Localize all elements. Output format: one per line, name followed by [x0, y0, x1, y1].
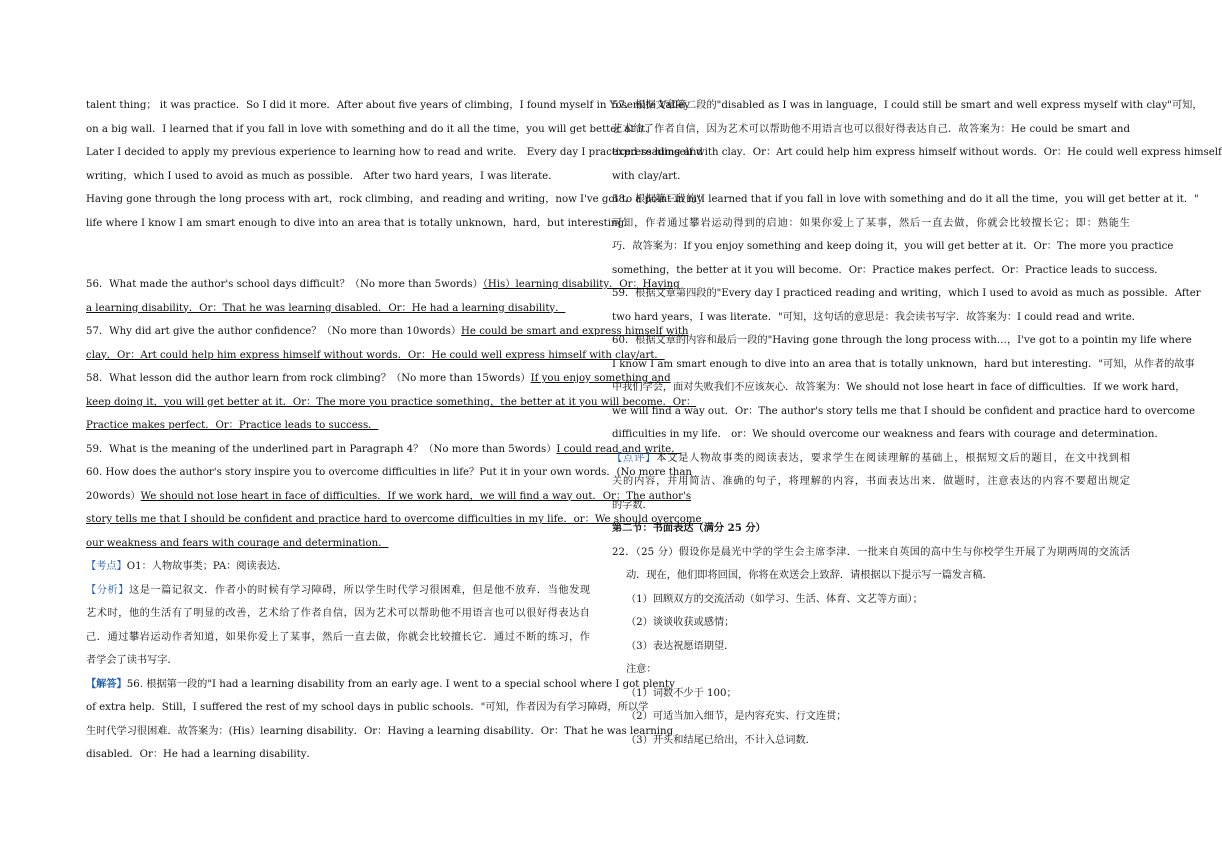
- kaodian-text: O1：人物故事类；PA：阅读表达．: [126, 561, 288, 572]
- jieda-line: 59．根据文章第四段的"Every day I practiced reading and writing，which I used to avoid as much as possible．After: [612, 288, 1201, 299]
- jieda-line: with clay/art．: [612, 170, 688, 182]
- question-text: 59．What is the meaning of the underlined part in Paragraph 4？（No more than 5words）: [86, 443, 557, 455]
- dianping-line: 关的内容，并用简洁、准确的句子，将理解的内容，书面表达出来．做题时，注意表达的内容不要超出规定: [612, 476, 1130, 487]
- note-item: （1）词数不少于 100；: [626, 687, 737, 699]
- answer-text: our weakness and fears with courage and determination．: [86, 537, 389, 549]
- answer-text: a learning disability．Or：That he was learning disabled．Or：He had a learning disability．: [86, 302, 566, 314]
- jieda-line: 生时代学习很困难．故答案为：(His）learning disability．Or：Having a learning disability．Or：That he was learning: [86, 725, 674, 737]
- jieda-continued: [612, 94, 1222, 447]
- fenxi-line: 己．通过攀岩运动作者知道，如果你爱上了某事，然后一直去做，你就会比较擅长它．通过不断的练习，作: [86, 631, 590, 643]
- question-58: [86, 367, 697, 438]
- passage-line: Later I decided to apply my previous experience to learning how to read and write． Every day I practiced reading and: [86, 147, 703, 158]
- requirement-item: （3）表达祝愿语期望．: [626, 640, 735, 652]
- fenxi-line: 者学会了读书写字．: [86, 655, 178, 666]
- question-22-line: 动．现在，他们即将回国，你将在欢送会上致辞．请根据以下提示写一篇发言稿．: [626, 570, 993, 581]
- note-item: （3）开头和结尾已给出，不计入总词数．: [626, 734, 816, 746]
- question-22: [612, 541, 1130, 753]
- jieda-line: 艺术给了作者自信，因为艺术可以帮助他不用语言也可以很好得表达自己．故答案为：He could be smart and: [612, 123, 1130, 135]
- question-text: 20words）: [86, 490, 141, 502]
- dianping-line: 本文是人物故事类的阅读表达，要求学生在阅读理解的基础上，根据短文后的题目，在文中找到相: [656, 452, 1131, 464]
- dianping-block: [612, 447, 1130, 518]
- fenxi-line: 艺术时，他的生活有了明显的改善，艺术给了作者自信，因为艺术可以帮助他不用语言也可以很好得表达自: [86, 608, 590, 619]
- dianping-tag: 【点评】: [612, 452, 657, 464]
- jieda-line: I know I am smart enough to dive into an area that is totally unknown，hard but interesting．"可知，从作者的故事: [612, 358, 1195, 370]
- question-56: [86, 273, 680, 320]
- answer-text: I could read and write．: [556, 443, 682, 455]
- fenxi-block: [86, 579, 590, 673]
- jieda-line: we will find a way out．Or：The author's story tells me that I should be confident and practice hard to overcome: [612, 405, 1196, 417]
- jieda-line: two hard years，I was literate．"可知，这句话的意思是：我会读书写字．故答案为：I could read and write．: [612, 311, 1142, 323]
- answer-text: He could be smart and express himself with: [461, 326, 689, 337]
- question-text: 56．What made the author's school days difficult？（No more than 5words）: [86, 279, 483, 290]
- jieda-line: 58．根据第三段的"I learned that if you fall in love with something and do it all the time，you will get better at it．": [612, 194, 1199, 205]
- jieda-block: [86, 673, 675, 767]
- jieda-tag: 【解答】: [86, 677, 127, 690]
- question-text: 58．What lesson did the author learn from rock climbing？（No more than 15words）: [86, 373, 531, 384]
- fenxi-tag: 【分析】: [86, 584, 129, 596]
- answer-text: clay．Or：Art could help him express himself without words．Or：He could well express himself with clay/art．: [86, 349, 665, 361]
- fenxi-line: 这是一篇记叙文．作者小的时候有学习障碍，所以学生时代学习很困难，但是他不放弃．当他发现: [128, 584, 591, 596]
- right-column: [612, 94, 1222, 752]
- note-item: （2）可适当加入细节，是内容充实、行文连贯；: [626, 711, 847, 722]
- question-text: 60. How does the author's story inspire you to overcome difficulties in life？Put it in your own words．(No more than: [86, 467, 692, 478]
- answer-text: If you enjoy something and: [530, 373, 671, 384]
- kaodian-tag: 【考点】: [86, 561, 127, 572]
- answer-text: story tells me that I should be confident and practice hard to overcome difficulties in my life．or：We should overcome: [86, 514, 702, 525]
- passage-line: life where I know I am smart enough to dive into an area that is totally unknown，hard，but interesting．: [86, 217, 635, 229]
- section-title: 第二节：书面表达（满分 25 分）: [612, 522, 766, 534]
- jieda-line: something，the better at it you will become．Or：Practice makes perfect．Or：Practice leads to success．: [612, 264, 1165, 276]
- kaodian-block: [86, 555, 590, 579]
- jieda-line: disabled．Or：He had a learning disability．: [86, 749, 317, 760]
- jieda-line: 60．根据文章的内容和最后一段的"Having gone through the long process with…，I've got to a pointin my life where: [612, 335, 1192, 346]
- passage-line: on a big wall．I learned that if you fall in love with something and do it all the time，you will get better at it．: [86, 123, 656, 135]
- answer-text: We should not lose heart in face of difficulties．If we work hard，we will find a way out．Or：The author's: [140, 490, 692, 502]
- answer-text: （His）learning disability．Or：Having: [482, 279, 680, 290]
- passage-line: Having gone through the long process with art，rock climbing，and reading and writing，now I've got to a point in my: [86, 194, 703, 205]
- jieda-line: difficulties in my life． or：We should overcome our weakness and fears with courage and determination．: [612, 429, 1165, 440]
- jieda-line: express himself with clay．Or：Art could help him express himself without words．Or：He could well express himself: [612, 147, 1222, 158]
- requirement-item: （2）谈谈收获或感情；: [626, 617, 735, 628]
- note-label: 注意：: [626, 664, 657, 675]
- jieda-line: 巧．故答案为：If you enjoy something and keep doing it，you will get better at it．Or：The more you practice: [612, 241, 1174, 252]
- answer-text: Practice makes perfect．Or：Practice leads to success．: [86, 420, 379, 431]
- spacer: [86, 235, 590, 273]
- question-57: [86, 320, 689, 367]
- answer-text: keep doing it，you will get better at it．Or：The more you practice something，the better at it you will become．Or：: [86, 396, 697, 408]
- passage-line: talent thing； it was practice．So I did it more．After about five years of climbing，I found myself in Yosemite Valley: [86, 100, 690, 111]
- jieda-line: 中我们学会，面对失败我们不应该灰心．故答案为：We should not lose heart in face of difficulties．If we work hard，: [612, 382, 1186, 393]
- passage-line: writing，which I used to avoid as much as possible． After two hard years，I was literate．: [86, 170, 559, 182]
- jieda-line: 57．根据文章第二段的"disabled as I was in language，I could still be smart and well express myself with clay"可知，: [612, 100, 1203, 111]
- dianping-line: 的字数．: [612, 499, 653, 511]
- jieda-line: 56. 根据第一段的"I had a learning disability from an early age. I went to a special school where I got plenty: [126, 678, 675, 690]
- question-22-line: 22．（25 分）假设你是晨光中学的学生会主席李津．一批来自英国的高中生与你校学生开展了为期两周的交流活: [612, 546, 1130, 558]
- question-text: 57．Why did art give the author confidence？（No more than 10words）: [86, 326, 462, 337]
- requirement-item: （1）回顾双方的交流活动（如学习、生活、体育、文艺等方面）；: [626, 593, 923, 605]
- jieda-line: 可知，作者通过攀岩运动得到的启迪：如果你爱上了某事，然后一直去做，你就会比较擅长它；即：熟能生: [612, 217, 1130, 229]
- jieda-line: of extra help．Still，I suffered the rest of my school days in public schools．"可知，作者因为有学习障碍，所以学: [86, 702, 649, 713]
